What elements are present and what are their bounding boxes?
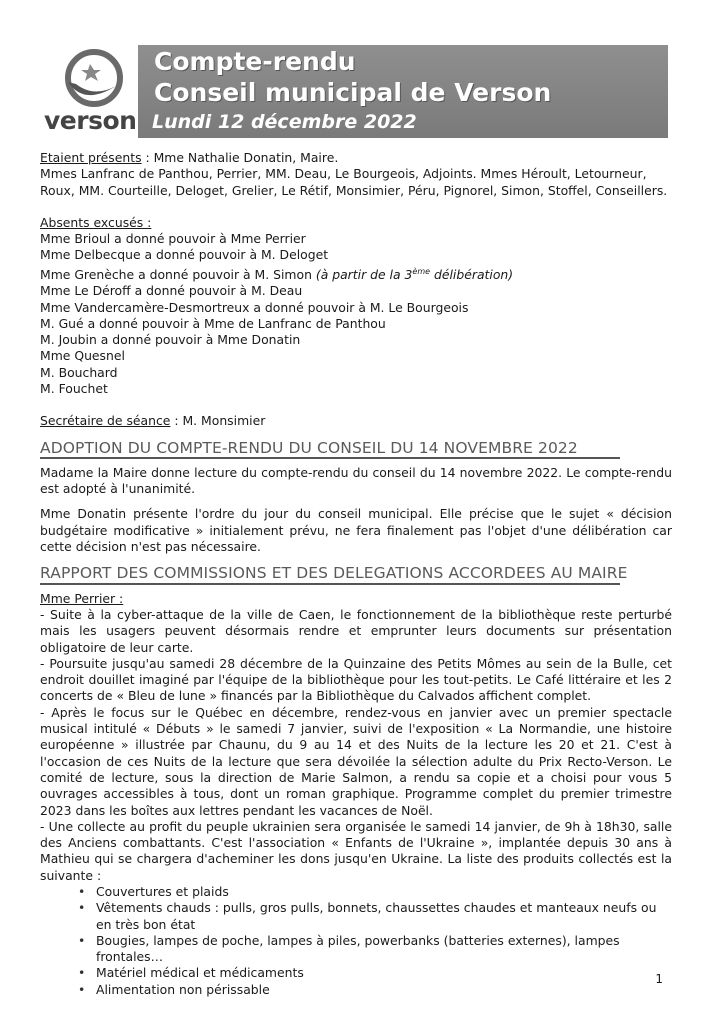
absent-item: M. Joubin a donné pouvoir à Mme Donatin: [40, 332, 301, 348]
secretaire-value: : M. Monsimier: [170, 413, 266, 429]
header-banner: [138, 45, 668, 138]
section-heading-adoption: ADOPTION DU COMPTE-RENDU DU CONSEIL DU 14 NOVEMBRE 2022: [40, 440, 620, 459]
secretaire-line: [40, 413, 672, 429]
presents-list: Mmes Lanfranc de Panthou, Perrier, MM. Deau, Le Bourgeois, Adjoints. Mmes Héroult, Letourneur, Roux, MM. Courteille, Deloget, Grelier, Le Rétif, Monsimier, Péru, Pignorel, Simon, Stoffel, Conseillers.: [40, 166, 668, 198]
absent-item: M. Bouchard: [40, 364, 118, 380]
logo-wordmark: verson: [44, 106, 137, 135]
presents-label: Etaient présents: [40, 150, 142, 165]
adoption-paragraph-2: Mme Donatin présente l'ordre du jour du conseil municipal. Elle précise que le sujet « décision budgétaire modificative » initialement prévu, ne fera finalement pas l'objet d'une délibération car cette décision n'est pas nécessaire.: [40, 506, 672, 555]
list-item: • Vêtements chauds : pulls, gros pulls, bonnets, chaussettes chaudes et manteaux neufs ou en très bon état: [78, 900, 672, 933]
collecte-list: [40, 884, 672, 998]
presents-maire: : Mme Nathalie Donatin, Maire.: [141, 150, 339, 165]
secretaire-label: Secrétaire de séance: [40, 413, 171, 429]
adoption-paragraph-1: Madame la Maire donne lecture du compte-rendu du conseil du 14 novembre 2022. Le compte-rendu est adopté à l'unanimité.: [40, 464, 672, 497]
absent-item: M. Fouchet: [40, 380, 108, 396]
absent-item: Mme Le Déroff a donné pouvoir à M. Deau: [40, 283, 303, 299]
absents-label: Absents excusés :: [40, 214, 152, 230]
rapport-paragraph-1: - Suite à la cyber-attaque de la ville de Caen, le fonctionnement de la bibliothèque reste perturbé mais les usagers peuvent désormais rendre et emprunter leurs documents sur présentation obligatoire de leur carte.: [40, 606, 672, 655]
verson-logo: [44, 46, 137, 138]
absent-item: Mme Brioul a donné pouvoir à Mme Perrier: [40, 231, 306, 247]
rapport-paragraph-2: - Poursuite jusqu'au samedi 28 décembre de la Quinzaine des Petits Mômes au sein de la Bulle, cet endroit douillet imaginé par l'équipe de la bibliothèque pour les tout-petits. Le Café littéraire et les 2 concerts de « Bleu de lune » financés par la Bibliothèque du Calvados affichent complet.: [40, 655, 672, 704]
list-item: • Matériel médical et médicaments: [78, 965, 672, 981]
absent-item: Mme Delbecque a donné pouvoir à M. Deloget: [40, 247, 329, 263]
presents-line: [40, 150, 672, 166]
speaker-label: Mme Perrier :: [40, 590, 124, 606]
absent-item: [40, 264, 672, 283]
absent-item-text: Mme Grenèche a donné pouvoir à M. Simon: [40, 266, 312, 282]
absent-item: Mme Vandercamère-Desmortreux a donné pouvoir à M. Le Bourgeois: [40, 299, 469, 315]
rapport-paragraph-3: - Après le focus sur le Québec en décembre, rendez-vous en janvier avec un premier spectacle musical intitulé « Débuts » le samedi 7 janvier, suivi de l'exposition « La Normandie, une histoire européenne » illustrée par Chaunu, du 9 au 14 et des Nuits de la lecture les 20 et 21. C'est à l'occasion de ces Nuits de la lecture que sera dévoilée la sélection adulte du Prix Recto-Verson. Le comité de lecture, sous la direction de Marie Salmon, a rendu sa copie et a choisi pour vous 5 ouvrages accessibles à tous, dont un roman graphique. Programme complet du premier trimestre 2023 dans les boîtes aux lettres pendant les vacances de Noël.: [40, 704, 672, 818]
absent-item: Mme Quesnel: [40, 348, 125, 364]
header-date: Lundi 12 décembre 2022: [152, 111, 417, 133]
logo-swoosh-icon: [54, 46, 126, 108]
header-title-2: Conseil municipal de Verson: [154, 78, 552, 107]
document-body: [40, 150, 672, 998]
section-heading-rapport: RAPPORT DES COMMISSIONS ET DES DELEGATIONS ACCORDEES AU MAIRE: [40, 565, 620, 584]
absent-item: M. Gué a donné pouvoir à Mme de Lanfranc de Panthou: [40, 315, 386, 331]
header-title-1: Compte-rendu: [154, 47, 356, 76]
rapport-paragraph-4: - Une collecte au profit du peuple ukrainien sera organisée le samedi 14 janvier, de 9h à 18h30, salle des Anciens combattants. C'est l'association « Enfants de l'Ukraine », implantée depuis 30 ans à Mathieu qui se chargera d'acheminer les dons jusqu'en Ukraine. La liste des produits collectés est la suivante :: [40, 818, 672, 883]
list-item: • Bougies, lampes de poche, lampes à piles, powerbanks (batteries externes), lampes frontales…: [78, 933, 672, 966]
absent-item-note: (à partir de la 3ème délibération): [311, 266, 514, 282]
list-item: • Alimentation non périssable: [78, 982, 672, 998]
list-item: • Couvertures et plaids: [78, 884, 672, 900]
page-number: 1: [655, 972, 663, 986]
